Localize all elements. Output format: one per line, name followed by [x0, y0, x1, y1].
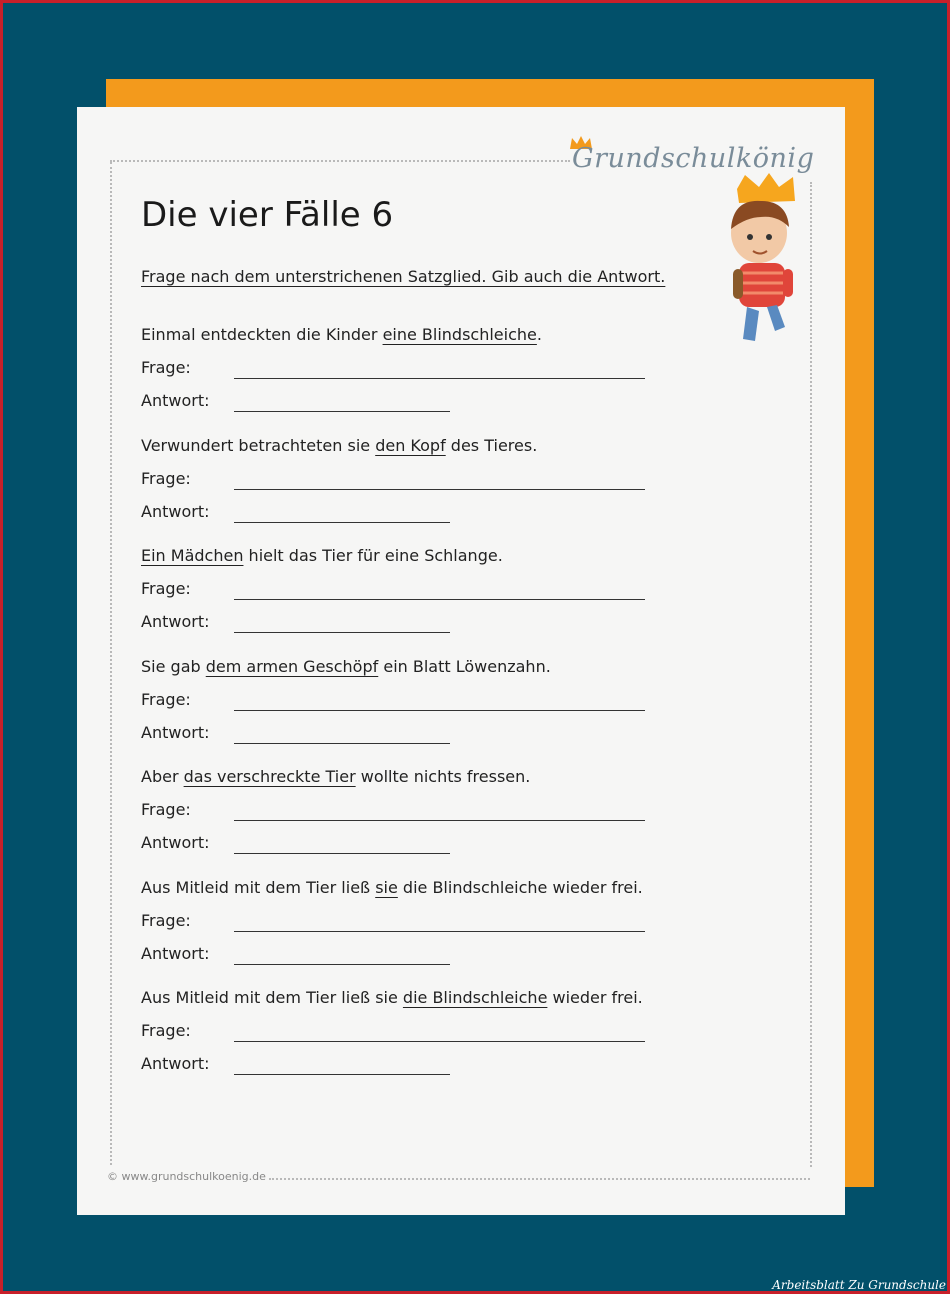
exercise-sentence — [141, 988, 643, 1007]
question-label: Frage: — [141, 690, 191, 709]
question-answer-line[interactable] — [234, 820, 645, 821]
answer-line[interactable] — [234, 522, 450, 523]
answer-label: Antwort: — [141, 1054, 210, 1073]
sentence-text: hielt das Tier für eine Schlange. — [243, 546, 503, 565]
sentence-text: . — [536, 325, 542, 344]
exercise-sentence — [141, 878, 643, 897]
sentence-text: ein Blatt Löwenzahn. — [378, 657, 551, 676]
question-label: Frage: — [141, 911, 191, 930]
question-answer-line[interactable] — [234, 1041, 645, 1042]
answer-line[interactable] — [234, 853, 450, 854]
instruction-text: Frage nach dem unterstrichenen Satzglied. Gib auch die Antwort. — [141, 267, 666, 286]
underlined-phrase: die Blindschleiche — [402, 988, 548, 1007]
exercise-sentence — [141, 767, 530, 786]
underlined-phrase: dem armen Geschöpf — [205, 657, 379, 676]
underlined-phrase: eine Blindschleiche — [382, 325, 537, 344]
sentence-text: des Tieres. — [445, 436, 538, 455]
footer-copyright: © www.grundschulkoenig.de — [107, 1170, 266, 1183]
answer-line[interactable] — [234, 1074, 450, 1075]
question-label: Frage: — [141, 800, 191, 819]
page-title: Die vier Fälle 6 — [141, 195, 394, 235]
question-answer-line[interactable] — [234, 710, 645, 711]
question-label: Frage: — [141, 358, 191, 377]
answer-line[interactable] — [234, 743, 450, 744]
sentence-text: Aber — [141, 767, 184, 786]
brand-logo: Grundschulkönig — [572, 143, 815, 174]
watermark-text: Arbeitsblatt Zu Grundschule — [772, 1278, 946, 1292]
worksheet — [77, 107, 845, 1215]
answer-line[interactable] — [234, 632, 450, 633]
question-answer-line[interactable] — [234, 378, 645, 379]
underlined-phrase: Ein Mädchen — [141, 546, 244, 565]
sentence-text: Sie gab — [141, 657, 206, 676]
exercise-sentence — [141, 546, 503, 565]
answer-label: Antwort: — [141, 502, 210, 521]
exercise-sentence — [141, 325, 542, 344]
answer-label: Antwort: — [141, 944, 210, 963]
dotted-border-left — [110, 162, 112, 1165]
dotted-border-top — [110, 160, 570, 162]
question-label: Frage: — [141, 1021, 191, 1040]
question-answer-line[interactable] — [234, 599, 645, 600]
question-answer-line[interactable] — [234, 489, 645, 490]
question-answer-line[interactable] — [234, 931, 645, 932]
outer-frame — [3, 3, 947, 1291]
answer-label: Antwort: — [141, 833, 210, 852]
answer-line[interactable] — [234, 411, 450, 412]
sentence-text: die Blindschleiche wieder frei. — [397, 878, 643, 897]
answer-label: Antwort: — [141, 723, 210, 742]
sentence-text: Aus Mitleid mit dem Tier ließ — [141, 878, 376, 897]
answer-label: Antwort: — [141, 612, 210, 631]
question-label: Frage: — [141, 469, 191, 488]
answer-line[interactable] — [234, 964, 450, 965]
underlined-phrase: den Kopf — [375, 436, 446, 455]
underlined-phrase: sie — [375, 878, 398, 897]
sentence-text: wieder frei. — [547, 988, 643, 1007]
exercise-sentence — [141, 436, 537, 455]
sentence-text: Verwundert betrachteten sie — [141, 436, 376, 455]
underlined-phrase: das verschreckte Tier — [183, 767, 356, 786]
sentence-text: wollte nichts fressen. — [355, 767, 531, 786]
question-label: Frage: — [141, 579, 191, 598]
sentence-text: Einmal entdeckten die Kinder — [141, 325, 383, 344]
exercise-sentence — [141, 657, 551, 676]
sentence-text: Aus Mitleid mit dem Tier ließ sie — [141, 988, 403, 1007]
boy-illustration-icon — [717, 171, 812, 351]
dotted-border-bottom — [269, 1178, 810, 1180]
answer-label: Antwort: — [141, 391, 210, 410]
